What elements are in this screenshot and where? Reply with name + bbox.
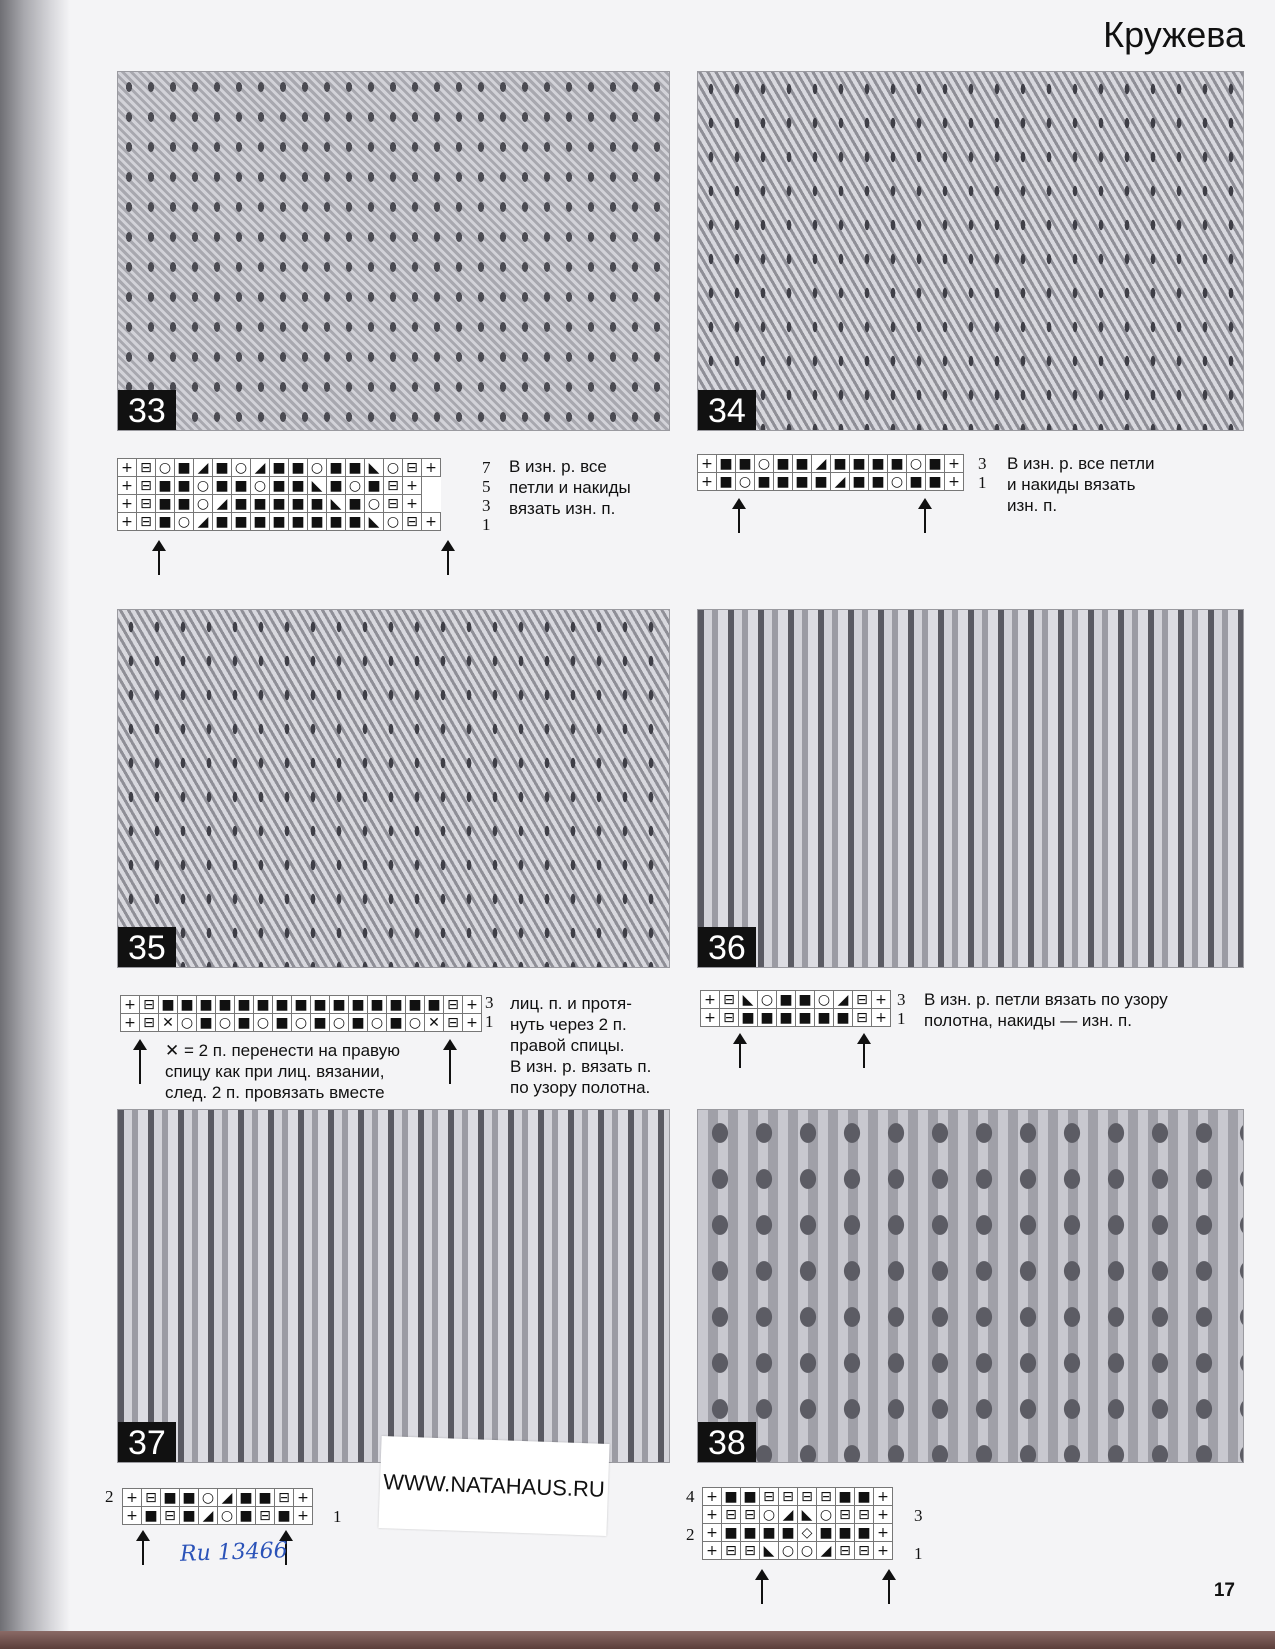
- chart-cell: +: [703, 1506, 722, 1524]
- chart-cell: ◣: [739, 991, 758, 1009]
- chart-row: [121, 996, 482, 1014]
- row-numbers-38-right: [914, 1506, 923, 1563]
- chart-cell: ○: [175, 513, 194, 531]
- chart-cell: ✕: [425, 1014, 444, 1032]
- chart-cell: ■: [270, 513, 289, 531]
- section-title: Кружева: [1103, 14, 1245, 55]
- chart-cell: ■: [251, 495, 270, 513]
- chart-cell: ■: [368, 996, 387, 1014]
- chart-cell: +: [701, 991, 720, 1009]
- chart-cell: ■: [156, 495, 175, 513]
- chart-cell: ⊟: [720, 991, 739, 1009]
- pattern-number-35: 35: [118, 927, 176, 967]
- chart-cell: ◣: [308, 477, 327, 495]
- up-arrow-icon: [136, 1530, 150, 1565]
- chart-cell: ■: [161, 1489, 180, 1507]
- chart-cell: ✕: [159, 1014, 178, 1032]
- chart-cell: +: [422, 459, 441, 477]
- swatch-34: [697, 71, 1244, 431]
- chart-cell: ■: [779, 1524, 798, 1542]
- chart-cell: ■: [327, 459, 346, 477]
- up-arrow-icon: [755, 1569, 769, 1604]
- chart-cell: ◣: [760, 1542, 779, 1560]
- chart-cell: ■: [722, 1488, 741, 1506]
- chart-cell: ○: [194, 495, 213, 513]
- chart-cell: +: [123, 1507, 142, 1525]
- chart-cell: ○: [406, 1014, 425, 1032]
- chart-cell: +: [118, 495, 137, 513]
- note-34: В изн. р. все петли и накиды вязать изн. п.: [1007, 454, 1155, 515]
- chart-cell: ○: [199, 1489, 218, 1507]
- chart-cell: ◢: [251, 459, 270, 477]
- row-number: 3: [914, 1506, 923, 1525]
- chart-cell: ⊟: [798, 1488, 817, 1506]
- chart-cell: ■: [142, 1507, 161, 1525]
- chart-cell: ■: [270, 459, 289, 477]
- chart-cell: +: [945, 455, 964, 473]
- chart-cell: ■: [289, 513, 308, 531]
- chart-cell: ■: [722, 1524, 741, 1542]
- chart-cell: ○: [178, 1014, 197, 1032]
- chart-cell: ■: [850, 473, 869, 491]
- chart-cell: ■: [346, 513, 365, 531]
- chart-row: [123, 1507, 313, 1525]
- chart-34: [697, 454, 964, 491]
- chart-row: [118, 459, 441, 477]
- chart-cell: ■: [774, 473, 793, 491]
- chart-cell: ■: [311, 996, 330, 1014]
- chart-cell: ○: [216, 1014, 235, 1032]
- chart-cell: ■: [755, 473, 774, 491]
- row-number: 3: [978, 454, 987, 473]
- chart-row: [698, 455, 964, 473]
- chart-cell: ■: [275, 1507, 294, 1525]
- chart-cell: ■: [346, 459, 365, 477]
- row-numbers-37-right: 1: [333, 1507, 342, 1526]
- chart-cell: ■: [178, 996, 197, 1014]
- chart-cell: ■: [197, 996, 216, 1014]
- chart-cell: ○: [308, 459, 327, 477]
- chart-cell: ○: [330, 1014, 349, 1032]
- chart-cell: ■: [406, 996, 425, 1014]
- chart-cell: ○: [736, 473, 755, 491]
- chart-cell: ⊟: [720, 1009, 739, 1027]
- chart-cell: +: [703, 1542, 722, 1560]
- row-numbers-37-left: 2: [105, 1487, 114, 1506]
- chart-cell: ■: [834, 1009, 853, 1027]
- chart-cell: ⊟: [256, 1507, 275, 1525]
- chart-cell: ■: [387, 1014, 406, 1032]
- chart-cell: ⊟: [722, 1506, 741, 1524]
- chart-cell: +: [945, 473, 964, 491]
- chart-cell: ⊟: [403, 459, 422, 477]
- chart-cell: ■: [254, 996, 273, 1014]
- swatch-38: [697, 1109, 1244, 1463]
- chart-cell: ■: [156, 477, 175, 495]
- chart-cell: ◢: [812, 455, 831, 473]
- row-numbers-36: [897, 990, 906, 1028]
- handwritten-note: Ru 13466: [179, 1538, 289, 1567]
- chart-cell: +: [121, 996, 140, 1014]
- chart-cell: ⊟: [140, 1014, 159, 1032]
- chart-cell: ■: [216, 996, 235, 1014]
- page-number: 17: [1213, 1580, 1235, 1601]
- chart-cell: ◣: [327, 495, 346, 513]
- swatch-36: [697, 609, 1244, 968]
- chart-cell: ■: [175, 459, 194, 477]
- chart-cell: ◣: [365, 513, 384, 531]
- up-arrow-icon: [441, 540, 455, 575]
- row-numbers-38-left: [686, 1487, 695, 1544]
- chart-cell: ■: [156, 513, 175, 531]
- chart-cell: ■: [717, 473, 736, 491]
- chart-cell: ■: [774, 455, 793, 473]
- chart-cell: ○: [292, 1014, 311, 1032]
- row-number: 3: [897, 990, 906, 1009]
- chart-cell: ■: [888, 455, 907, 473]
- chart-cell: ■: [330, 996, 349, 1014]
- row-number: 1: [978, 473, 987, 492]
- chart-cell: +: [698, 455, 717, 473]
- chart-cell: ○: [888, 473, 907, 491]
- chart-cell: ○: [758, 991, 777, 1009]
- row-number: [914, 1525, 923, 1544]
- up-arrow-icon: [733, 1033, 747, 1068]
- chart-cell: ■: [836, 1488, 855, 1506]
- chart-cell: ⊟: [275, 1489, 294, 1507]
- chart-cell: ■: [251, 513, 270, 531]
- chart-cell: ■: [213, 459, 232, 477]
- chart-cell: ⊟: [853, 991, 872, 1009]
- chart-cell: ■: [836, 1524, 855, 1542]
- chart-cell: ■: [741, 1488, 760, 1506]
- pattern-number-33: 33: [118, 390, 176, 430]
- chart-cell: ■: [292, 996, 311, 1014]
- chart-cell: ■: [180, 1507, 199, 1525]
- chart-cell: ■: [308, 513, 327, 531]
- chart-cell: ⊟: [779, 1488, 798, 1506]
- chart-row: [698, 473, 964, 491]
- chart-cell: +: [403, 495, 422, 513]
- chart-cell: ○: [815, 991, 834, 1009]
- chart-cell: ⊟: [760, 1488, 779, 1506]
- chart-cell: ○: [755, 455, 774, 473]
- chart-cell: ⊟: [161, 1507, 180, 1525]
- bottom-edge-band: [0, 1631, 1275, 1649]
- chart-cell: ○: [817, 1506, 836, 1524]
- watermark-label: WWW.NATAHAUS.RU: [378, 1436, 609, 1536]
- chart-cell: ◢: [199, 1507, 218, 1525]
- chart-cell: ⊟: [137, 513, 156, 531]
- chart-cell: ■: [232, 477, 251, 495]
- chart-cell: ⊟: [444, 996, 463, 1014]
- chart-cell: ◢: [779, 1506, 798, 1524]
- swatch-33: [117, 71, 670, 431]
- book-spine-shadow: [0, 0, 70, 1649]
- row-number: 1: [897, 1009, 906, 1028]
- chart-cell: ◣: [798, 1506, 817, 1524]
- chart-cell: ⊟: [741, 1542, 760, 1560]
- chart-cell: +: [463, 996, 482, 1014]
- chart-cell: ■: [235, 996, 254, 1014]
- chart-cell: ■: [760, 1524, 779, 1542]
- chart-cell: ■: [758, 1009, 777, 1027]
- chart-cell: ■: [237, 1489, 256, 1507]
- chart-cell: ■: [741, 1524, 760, 1542]
- chart-cell: ■: [235, 1014, 254, 1032]
- chart-cell: ⊟: [855, 1506, 874, 1524]
- chart-cell: ■: [793, 455, 812, 473]
- chart-cell: ⊟: [855, 1542, 874, 1560]
- chart-cell: ◢: [817, 1542, 836, 1560]
- chart-cell: +: [294, 1507, 313, 1525]
- chart-cell: +: [121, 1014, 140, 1032]
- chart-cell: ⊟: [817, 1488, 836, 1506]
- chart-cell: ○: [194, 477, 213, 495]
- chart-row: [703, 1488, 893, 1506]
- row-number: 2: [686, 1525, 695, 1544]
- up-arrow-icon: [857, 1033, 871, 1068]
- chart-cell: ■: [796, 1009, 815, 1027]
- pattern-number-38: 38: [698, 1422, 756, 1462]
- chart-38: [702, 1487, 893, 1560]
- swatch-35: [117, 609, 670, 968]
- chart-cell: ■: [736, 455, 755, 473]
- chart-cell: ■: [793, 473, 812, 491]
- chart-33: [117, 458, 441, 531]
- chart-cell: ■: [831, 455, 850, 473]
- pattern-number-36: 36: [698, 927, 756, 967]
- chart-cell: ■: [812, 473, 831, 491]
- chart-cell: +: [874, 1542, 893, 1560]
- chart-cell: ⊟: [444, 1014, 463, 1032]
- chart-cell: ■: [855, 1524, 874, 1542]
- chart-cell: ■: [308, 495, 327, 513]
- chart-cell: ◢: [831, 473, 850, 491]
- note-33: В изн. р. все петли и накиды вязать изн. п.: [509, 457, 631, 518]
- chart-cell: +: [703, 1488, 722, 1506]
- chart-cell: +: [874, 1506, 893, 1524]
- chart-cell: ◢: [213, 495, 232, 513]
- note-35: лиц. п. и протя- нуть через 2 п. правой спицы. В изн. р. вязать п. по узору полотна.: [510, 994, 652, 1097]
- chart-cell: ■: [273, 1014, 292, 1032]
- chart-cell: +: [422, 513, 441, 531]
- chart-cell: ■: [289, 459, 308, 477]
- chart-cell: ■: [232, 495, 251, 513]
- row-number: 1: [485, 1012, 494, 1031]
- legend-35: ✕ = 2 п. перенести на правую спицу как при лиц. вязании, след. 2 п. провязать вместе: [165, 1041, 400, 1102]
- row-number: 1: [482, 515, 491, 534]
- chart-cell: ■: [777, 1009, 796, 1027]
- chart-cell: ■: [349, 1014, 368, 1032]
- chart-cell: ⊟: [137, 495, 156, 513]
- chart-cell: ■: [270, 477, 289, 495]
- chart-cell: ■: [159, 996, 178, 1014]
- chart-cell: +: [123, 1489, 142, 1507]
- chart-cell: ○: [365, 495, 384, 513]
- chart-cell: ■: [717, 455, 736, 473]
- chart-cell: ○: [907, 455, 926, 473]
- row-numbers-34: [978, 454, 987, 492]
- row-numbers-35: [485, 993, 494, 1031]
- chart-cell: ■: [869, 473, 888, 491]
- chart-cell: ■: [175, 495, 194, 513]
- row-numbers-33: [482, 458, 491, 534]
- row-number: 3: [482, 496, 491, 515]
- chart-cell: ◢: [194, 513, 213, 531]
- chart-cell: ◣: [365, 459, 384, 477]
- up-arrow-icon: [732, 498, 746, 533]
- chart-cell: ◢: [834, 991, 853, 1009]
- chart-cell: ■: [197, 1014, 216, 1032]
- chart-row: [703, 1542, 893, 1560]
- up-arrow-icon: [152, 540, 166, 575]
- chart-cell: ⊟: [403, 513, 422, 531]
- chart-cell: ◇: [798, 1524, 817, 1542]
- chart-35: [120, 995, 482, 1032]
- chart-cell: ■: [387, 996, 406, 1014]
- chart-cell: +: [118, 477, 137, 495]
- chart-cell: ■: [213, 513, 232, 531]
- chart-cell: ⊟: [836, 1506, 855, 1524]
- chart-cell: +: [701, 1009, 720, 1027]
- chart-cell: ■: [349, 996, 368, 1014]
- chart-cell: ⊟: [137, 477, 156, 495]
- chart-row: [118, 477, 441, 495]
- row-number: 3: [485, 993, 494, 1012]
- chart-row: [703, 1506, 893, 1524]
- row-number: [686, 1506, 695, 1525]
- chart-cell: ○: [384, 459, 403, 477]
- chart-37: [122, 1488, 313, 1525]
- chart-cell: ⊟: [137, 459, 156, 477]
- chart-cell: ■: [180, 1489, 199, 1507]
- row-number: 4: [686, 1487, 695, 1506]
- chart-cell: ⊟: [722, 1542, 741, 1560]
- chart-cell: ■: [327, 477, 346, 495]
- chart-cell: +: [872, 991, 891, 1009]
- swatch-37: [117, 1109, 670, 1463]
- chart-cell: ⊟: [140, 996, 159, 1014]
- chart-cell: +: [118, 513, 137, 531]
- chart-cell: ⊟: [384, 495, 403, 513]
- chart-cell: ○: [251, 477, 270, 495]
- chart-cell: ■: [926, 455, 945, 473]
- chart-cell: ○: [346, 477, 365, 495]
- chart-row: [703, 1524, 893, 1542]
- chart-cell: ■: [739, 1009, 758, 1027]
- chart-cell: +: [118, 459, 137, 477]
- chart-cell: ○: [760, 1506, 779, 1524]
- chart-cell: ■: [815, 1009, 834, 1027]
- chart-cell: +: [698, 473, 717, 491]
- pattern-number-37: 37: [118, 1422, 176, 1462]
- chart-cell: ■: [855, 1488, 874, 1506]
- row-number: 7: [482, 458, 491, 477]
- chart-cell: ○: [156, 459, 175, 477]
- chart-cell: ■: [425, 996, 444, 1014]
- chart-cell: ■: [213, 477, 232, 495]
- chart-cell: ⊟: [836, 1542, 855, 1560]
- chart-cell: ■: [175, 477, 194, 495]
- chart-cell: ■: [365, 477, 384, 495]
- chart-cell: ○: [232, 459, 251, 477]
- chart-cell: ■: [256, 1489, 275, 1507]
- chart-cell: ■: [850, 455, 869, 473]
- chart-cell: ○: [384, 513, 403, 531]
- row-number: 1: [914, 1544, 923, 1563]
- chart-cell: ⊟: [853, 1009, 872, 1027]
- chart-cell: ○: [218, 1507, 237, 1525]
- chart-cell: ⊟: [384, 477, 403, 495]
- chart-cell: ◢: [218, 1489, 237, 1507]
- chart-cell: ■: [289, 495, 308, 513]
- note-36: В изн. р. петли вязать по узору полотна, накиды — изн. п.: [924, 990, 1168, 1030]
- up-arrow-icon: [918, 498, 932, 533]
- chart-cell: ■: [777, 991, 796, 1009]
- chart-cell: ■: [907, 473, 926, 491]
- up-arrow-icon: [443, 1039, 457, 1084]
- row-number: 5: [482, 477, 491, 496]
- chart-cell: +: [294, 1489, 313, 1507]
- chart-cell: +: [874, 1488, 893, 1506]
- chart-cell: +: [874, 1524, 893, 1542]
- chart-row: [701, 991, 891, 1009]
- chart-cell: ○: [779, 1542, 798, 1560]
- chart-cell: ⊟: [142, 1489, 161, 1507]
- up-arrow-icon: [882, 1569, 896, 1604]
- chart-row: [118, 513, 441, 531]
- chart-row: [118, 495, 441, 513]
- chart-cell: ■: [273, 996, 292, 1014]
- chart-row: [121, 1014, 482, 1032]
- chart-cell: ■: [232, 513, 251, 531]
- chart-cell: ○: [254, 1014, 273, 1032]
- chart-cell: ■: [327, 513, 346, 531]
- chart-cell: ○: [368, 1014, 387, 1032]
- chart-cell: ■: [289, 477, 308, 495]
- chart-row: [701, 1009, 891, 1027]
- chart-cell: ■: [926, 473, 945, 491]
- chart-cell: ■: [869, 455, 888, 473]
- chart-cell: ⊟: [741, 1506, 760, 1524]
- chart-cell: ■: [796, 991, 815, 1009]
- chart-cell: ■: [817, 1524, 836, 1542]
- up-arrow-icon: [133, 1039, 147, 1084]
- chart-cell: +: [403, 477, 422, 495]
- chart-row: [123, 1489, 313, 1507]
- pattern-number-34: 34: [698, 390, 756, 430]
- chart-36: [700, 990, 891, 1027]
- chart-cell: +: [703, 1524, 722, 1542]
- chart-cell: +: [872, 1009, 891, 1027]
- chart-cell: +: [463, 1014, 482, 1032]
- chart-cell: ○: [798, 1542, 817, 1560]
- chart-cell: ◢: [194, 459, 213, 477]
- chart-cell: ■: [237, 1507, 256, 1525]
- chart-cell: ■: [311, 1014, 330, 1032]
- chart-cell: ■: [346, 495, 365, 513]
- chart-cell: ■: [270, 495, 289, 513]
